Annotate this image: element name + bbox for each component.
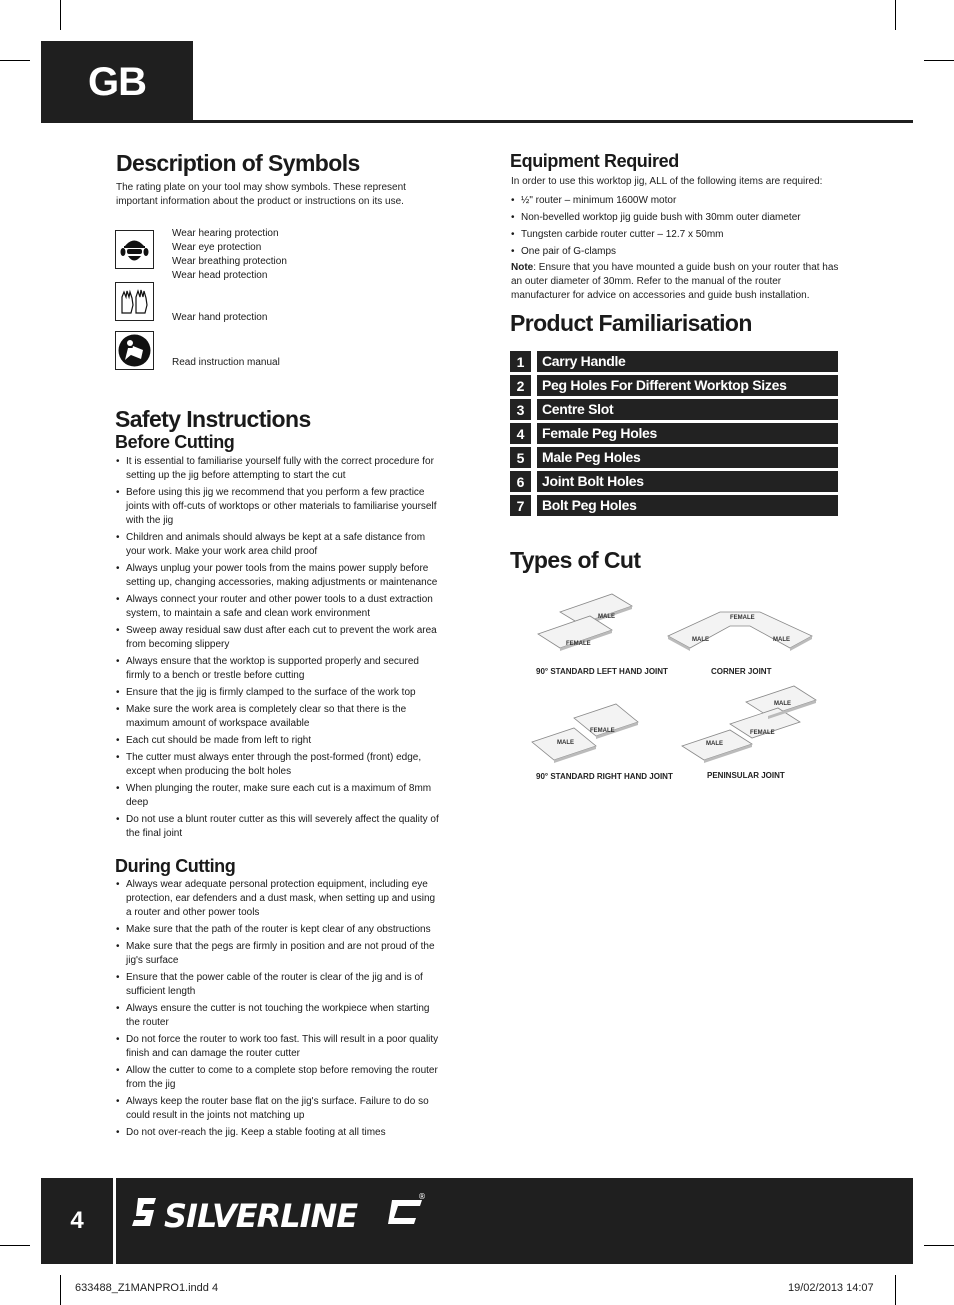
note-label: Note: [511, 262, 534, 273]
male-label: MALE: [557, 740, 574, 746]
part-label: Female Peg Holes: [537, 423, 838, 444]
language-tag: GB: [41, 41, 193, 123]
list-item: • Always connect your router and other power tools to a dust extraction system, to maintain a safe and clean work environment: [116, 593, 442, 621]
part-row: [510, 471, 838, 492]
part-row: [510, 351, 838, 372]
during-cutting-heading: During Cutting: [115, 856, 236, 876]
list-item: • It is essential to familiarise yourself fully with the correct procedure for setting up the jig before attempting to start the cut: [116, 455, 442, 483]
right-hand-joint-diagram: [532, 704, 638, 763]
part-number: 5: [510, 447, 531, 468]
male-label: MALE: [598, 614, 615, 620]
part-number: 1: [510, 351, 531, 372]
list-item: • ½" router – minimum 1600W motor: [511, 194, 841, 208]
equipment-heading: Equipment Required: [510, 151, 679, 171]
list-item: • Always keep the router base flat on the jig's surface. Failure to do so could result in the joints not matching up: [116, 1095, 442, 1123]
list-item: • Sweep away residual saw dust after each cut to prevent the work area from becoming slippery: [116, 624, 442, 652]
list-item: • Do not over-reach the jig. Keep a stable footing at all times: [116, 1126, 442, 1140]
part-label: Bolt Peg Holes: [537, 495, 838, 516]
list-item: • Children and animals should always be kept at a safe distance from your work. Make your work area child proof: [116, 531, 442, 559]
list-item: • Always ensure the cutter is not touching the workpiece when starting the router: [116, 1002, 442, 1030]
part-label: Peg Holes For Different Worktop Sizes: [537, 375, 838, 396]
list-item: • Make sure the work area is completely clear so that there is the maximum amount of workspace available: [116, 703, 442, 731]
crop-mark: [895, 0, 896, 30]
list-item: • Do not force the router to work too fast. This will result in a poor quality finish and can damage the router cutter: [116, 1033, 442, 1061]
list-item: • Tungsten carbide router cutter – 12.7 x 50mm: [511, 228, 841, 242]
list-item: • Make sure that the pegs are firmly in position and are not proud of the jig's surface: [116, 940, 442, 968]
part-row: [510, 399, 838, 420]
before-cutting-list: [116, 455, 442, 844]
part-row: [510, 447, 838, 468]
symbol-label: Read instruction manual: [172, 357, 280, 368]
part-label: Carry Handle: [537, 351, 838, 372]
joint-caption: CORNER JOINT: [711, 667, 772, 676]
part-number: 7: [510, 495, 531, 516]
list-item: • Always wear adequate personal protection equipment, including eye protection, ear defenders and a dust mask, when setting up and using a router and other power tools: [116, 878, 442, 920]
list-item: • Allow the cutter to come to a complete stop before removing the router from the jig: [116, 1064, 442, 1092]
types-of-cut-heading: Types of Cut: [510, 547, 641, 573]
symbol-label: Wear breathing protection: [172, 256, 287, 267]
date-slug: 19/02/2013 14:07: [788, 1282, 874, 1294]
symbol-label: Wear head protection: [172, 270, 268, 281]
gloves-icon: [115, 282, 154, 321]
crop-mark: [0, 1245, 30, 1246]
list-item: • One pair of G-clamps: [511, 245, 841, 259]
crop-mark: [0, 60, 30, 61]
file-slug: 633488_Z1MANPRO1.indd 4: [75, 1282, 219, 1294]
female-label: FEMALE: [590, 728, 615, 734]
female-label: FEMALE: [750, 730, 775, 736]
joint-caption: 90° STANDARD LEFT HAND JOINT: [536, 667, 668, 676]
symbol-label: Wear hearing protection: [172, 228, 279, 239]
list-item: • Always unplug your power tools from the mains power supply before setting up, changing accessories, making adjustments or maintenance: [116, 562, 442, 590]
symbols-intro: The rating plate on your tool may show symbols. These represent important information about the product or instructions on its use.: [116, 182, 406, 207]
part-number: 3: [510, 399, 531, 420]
joint-caption: PENINSULAR JOINT: [707, 771, 785, 780]
familiarisation-heading: Product Familiarisation: [510, 310, 752, 336]
crop-mark: [924, 1245, 954, 1246]
crop-mark: [60, 0, 61, 30]
page-number: 4: [70, 1207, 84, 1234]
female-label: FEMALE: [566, 641, 591, 647]
part-label: Male Peg Holes: [537, 447, 838, 468]
note-text: : Ensure that you have mounted a guide bush on your router that has an outer diameter of 30mm. Refer to the manual of the router manufacturer for advice on accessories and guide bush installation.: [511, 262, 839, 301]
crop-mark: [895, 1275, 896, 1305]
part-number: 4: [510, 423, 531, 444]
list-item: • Ensure that the jig is firmly clamped to the surface of the work top: [116, 686, 442, 700]
part-label: Joint Bolt Holes: [537, 471, 838, 492]
list-item: • Non-bevelled worktop jig guide bush with 30mm outer diameter: [511, 211, 841, 225]
list-item: • Ensure that the power cable of the router is clear of the jig and is of sufficient length: [116, 971, 442, 999]
symbols-heading: Description of Symbols: [116, 150, 360, 176]
part-number: 2: [510, 375, 531, 396]
list-item: • Make sure that the path of the router is kept clear of any obstructions: [116, 923, 442, 937]
male-label: MALE: [773, 637, 790, 643]
part-label: Centre Slot: [537, 399, 838, 420]
list-item: • When plunging the router, make sure each cut is a maximum of 8mm deep: [116, 782, 442, 810]
symbol-label: Wear eye protection: [172, 242, 262, 253]
equipment-note: [511, 261, 841, 303]
corner-joint-diagram: [668, 612, 812, 651]
manual-icon: [115, 331, 154, 370]
silverline-logo: [130, 1190, 430, 1236]
joint-caption: 90° STANDARD RIGHT HAND JOINT: [536, 772, 673, 781]
list-item: • Before using this jig we recommend that you perform a few practice joints with off-cuts of worktops or other materials to familiarise yourself with the jig: [116, 486, 442, 528]
registered-mark: ®: [418, 1192, 426, 1201]
safety-heading: Safety Instructions: [115, 406, 311, 432]
female-label: FEMALE: [730, 615, 755, 621]
male-label: MALE: [692, 637, 709, 643]
equipment-list: [511, 194, 841, 262]
equipment-intro: In order to use this worktop jig, ALL of the following items are required:: [511, 176, 823, 187]
before-cutting-heading: Before Cutting: [115, 432, 235, 452]
part-row: [510, 495, 838, 516]
part-row: [510, 375, 838, 396]
list-item: • The cutter must always enter through the post-formed (front) edge, except when producing the bolt holes: [116, 751, 442, 779]
part-number: 6: [510, 471, 531, 492]
brand-wordmark: SILVERLINE: [164, 1197, 358, 1235]
male-label: MALE: [706, 741, 723, 747]
list-item: • Each cut should be made from left to right: [116, 734, 442, 748]
footer-divider: [113, 1178, 116, 1264]
list-item: • Do not use a blunt router cutter as this will severely affect the quality of the final joint: [116, 813, 442, 841]
ppe-head-icon: [115, 230, 154, 269]
part-row: [510, 423, 838, 444]
header-rule: [193, 120, 913, 123]
list-item: • Always ensure that the worktop is supported properly and secured firmly to a bench or trestle before cutting: [116, 655, 442, 683]
male-label: MALE: [774, 701, 791, 707]
symbol-label: Wear hand protection: [172, 312, 268, 323]
crop-mark: [924, 60, 954, 61]
joint-diagrams: [520, 590, 860, 800]
peninsular-joint-diagram: [682, 686, 816, 763]
crop-mark: [60, 1275, 61, 1305]
during-cutting-list: [116, 878, 442, 1143]
symbol-label-list: [172, 227, 287, 283]
left-hand-joint-diagram: [538, 594, 632, 651]
